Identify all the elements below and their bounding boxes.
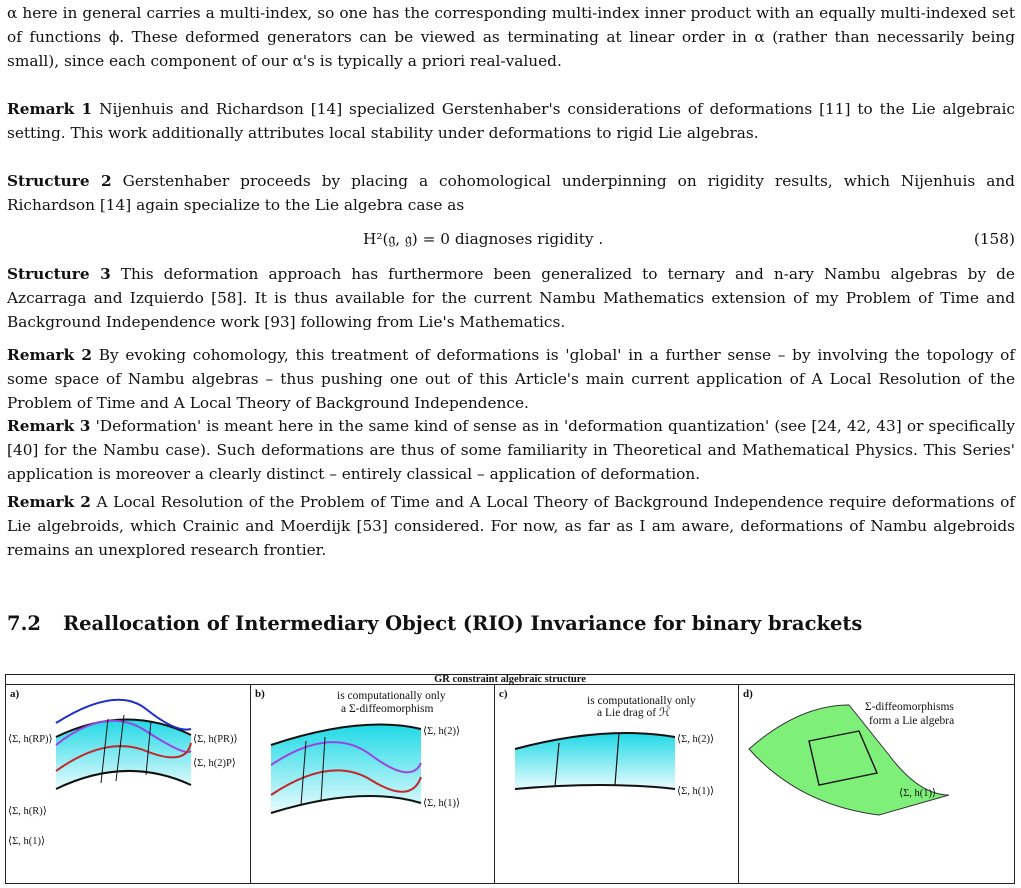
bracket-b-1: ⟨Σ, h(1)⟩ <box>423 798 461 809</box>
panel-b-caption-1: is computationally only <box>337 690 446 702</box>
structure-2-label: Structure 2 <box>7 172 112 190</box>
panel-b-caption-2: a Σ-diffeomorphism <box>341 703 434 715</box>
panel-d-graphic <box>739 685 1015 885</box>
panel-b <box>250 684 494 884</box>
panel-d <box>738 684 1014 884</box>
remark-3-text: 'Deformation' is meant here in the same kind of sense as in 'deformation quantization' (see [24, 42, 43] or specifically [40] for the Nambu case). Such deformations are thus of some familiarity in Theoretical and Mathematical Physics. This Series' application is moreover a clearly distinct – entirely classical – application of deformation. <box>7 417 1015 483</box>
remark-3-label: Remark 3 <box>7 417 91 435</box>
remark-2b-text: A Local Resolution of the Problem of Time and A Local Theory of Background Independence require deformations of Lie algebroids, which Crainic and Moerdijk [53] considered. For now, as far as I am aware, deformations of Nambu algebroids remains an unexplored research frontier. <box>7 493 1015 559</box>
remark-2-text: By evoking cohomology, this treatment of deformations is 'global' in a further sense – by involving the topology of some space of Nambu algebras – thus pushing one out of this Article's main current application of A Local Resolution of the Problem of Time and A Local Theory of Background Independence. <box>7 346 1015 412</box>
panel-c-label: c) <box>499 688 508 700</box>
panel-b-graphic <box>251 685 495 885</box>
remark-1-label: Remark 1 <box>7 100 93 118</box>
bracket-c-2: ⟨Σ, h(2)⟩ <box>677 734 715 745</box>
bracket-a-rp: ⟨Σ, h(RP)⟩ <box>8 734 53 745</box>
section-number: 7.2 <box>7 612 41 635</box>
panel-d-caption-2: form a Lie algebra <box>869 715 955 727</box>
bracket-d-1: ⟨Σ, h(1)⟩ <box>899 788 937 799</box>
panel-a-graphic <box>6 685 250 885</box>
panel-c <box>494 684 738 884</box>
figure <box>5 674 1015 884</box>
panel-d-label: d) <box>743 688 753 700</box>
structure-3-text: This deformation approach has furthermore been generalized to ternary and n-ary Nambu algebras by de Azcarraga and Izquierdo [58]. It is thus available for the current Nambu Mathematics extension of my Problem of Time and Background Independence work [93] following from Lie's Mathematics. <box>7 265 1015 331</box>
bracket-a-r: ⟨Σ, h(R)⟩ <box>8 806 47 817</box>
figure-title: GR constraint algebraic structure <box>434 674 586 685</box>
bracket-a-2p: ⟨Σ, h(2)P⟩ <box>193 758 236 769</box>
remark-1-text: Nijenhuis and Richardson [14] specialized Gerstenhaber's considerations of deformations [11] to the Lie algebraic setting. This work additionally attributes local stability under deformations to rigid Lie algebras. <box>7 100 1016 142</box>
structure-2-text: Gerstenhaber proceeds by placing a cohomological underpinning on rigidity results, which Nijenhuis and Richardson [14] again specialize to the Lie algebra case as <box>7 172 1015 214</box>
remark-2b-label: Remark 2 <box>7 493 91 511</box>
panel-c-caption-2: a Lie drag of ℋ <box>597 707 671 719</box>
structure-3-label: Structure 3 <box>7 265 111 283</box>
panel-b-label: b) <box>255 688 265 700</box>
equation-body: H²(𝔤, 𝔤) = 0 diagnoses rigidity . <box>363 230 604 248</box>
remark-2-label: Remark 2 <box>7 346 93 364</box>
panel-a <box>6 684 250 884</box>
remark-2b-wrapper <box>7 490 1015 562</box>
equation-number: (158) <box>973 230 1015 248</box>
spacetime-sheet <box>56 719 191 789</box>
section-title: Reallocation of Intermediary Object (RIO) Invariance for binary brackets <box>62 612 863 635</box>
bracket-a-1: ⟨Σ, h(1)⟩ <box>8 836 46 847</box>
panel-c-caption-1: is computationally only <box>587 695 696 707</box>
panel-a-label: a) <box>10 688 20 700</box>
bracket-a-pr: ⟨Σ, h(PR)⟩ <box>193 734 238 745</box>
panel-d-caption-1: Σ-diffeomorphisms <box>865 701 954 713</box>
section-heading <box>7 612 862 635</box>
bracket-c-1: ⟨Σ, h(1)⟩ <box>677 786 715 797</box>
bracket-b-2: ⟨Σ, h(2)⟩ <box>423 726 461 737</box>
intro-text: α here in general carries a multi-index, so one has the corresponding multi-index inner product with an equally multi-indexed set of functions ϕ. These deformed generators can be viewed as terminating at linear order in α (rather than necessarily being small), since each component of our α's is typically a priori real-valued. <box>7 4 1015 70</box>
